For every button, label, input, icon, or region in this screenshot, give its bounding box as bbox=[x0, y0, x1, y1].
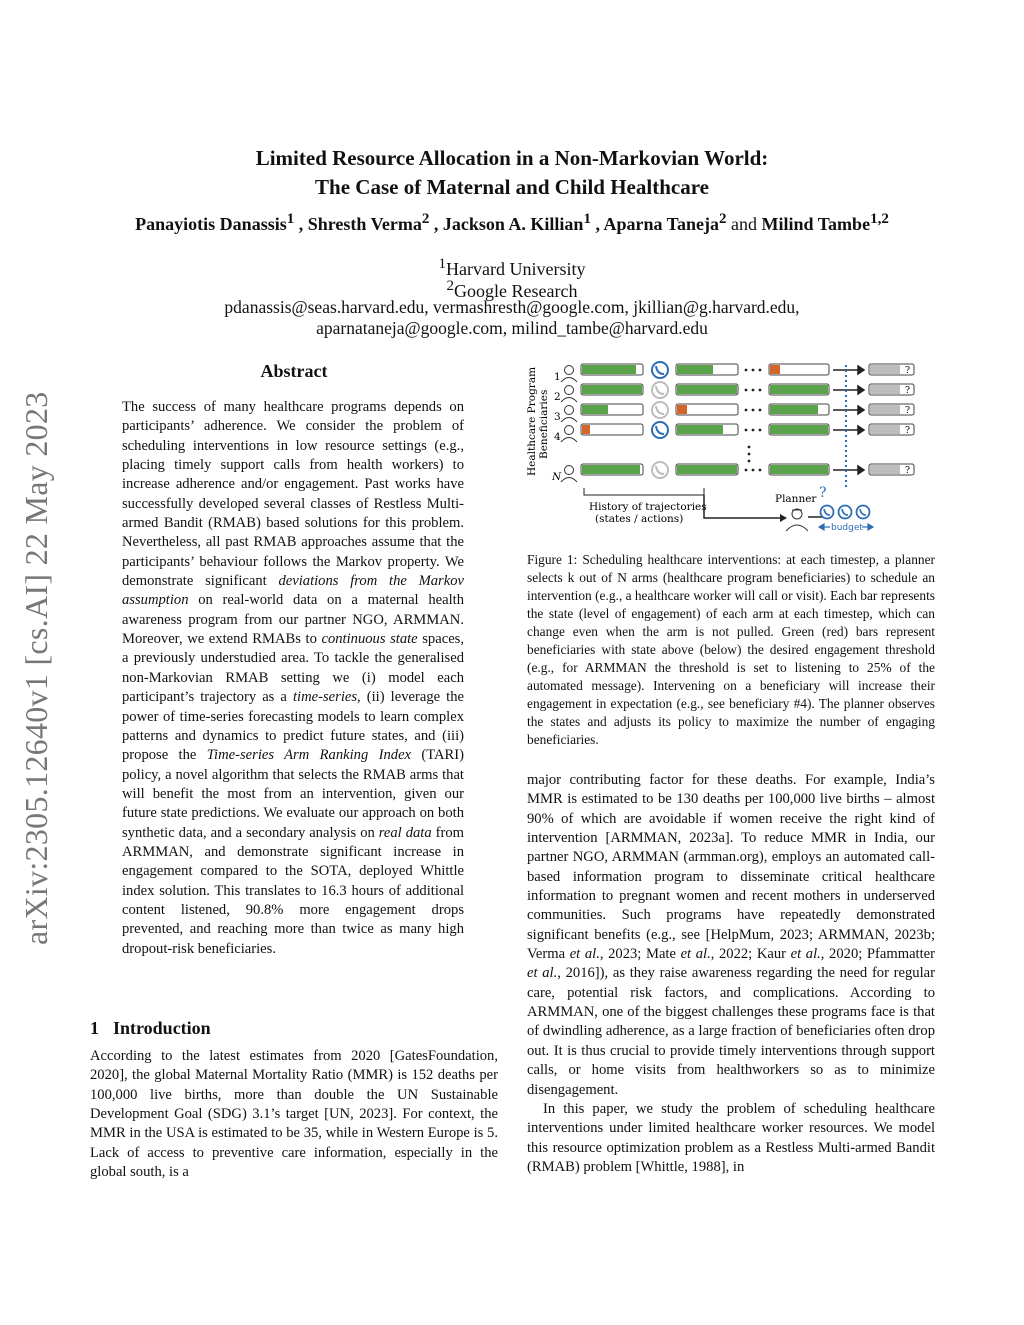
intro-right-text bbox=[527, 771, 935, 1177]
abstract-heading: Abstract bbox=[260, 361, 328, 381]
abstract-text: on real-world data on a maternal health awareness program from our partner NGO, ARMMAN. Moreover, we extend RMABs to bbox=[122, 592, 464, 648]
emails-line-1: pdanassis@seas.harvard.edu, vermashresth@google.com, jkillian@g.harvard.edu, bbox=[224, 297, 800, 317]
state-bar bbox=[677, 405, 687, 414]
and-word: and bbox=[731, 214, 758, 234]
author: Shresth Verma bbox=[307, 214, 422, 234]
etal: et al. bbox=[680, 946, 711, 963]
unknown-mark: ? bbox=[905, 425, 911, 436]
text-run: major contributing factor for these deaths. For example, India’s MMR is estimated to be 130 deaths per 100,000 live births – almost 90% of which are avoidable if women receive the right kind of intervention [ARMMAN, 2023a]. To reduce MMR in India, our partner NGO, ARMMAN (armman.org), employs an automated call-based information program to disseminate critical healthcare information to pregnant women and recent mothers in underserved communities. Such programs have repeatedly demonstrated significant benefits (e.g., see [HelpMum, 2023; ARMMAN, 2023b; Verma bbox=[527, 772, 935, 963]
state-bar bbox=[770, 465, 828, 474]
author-sup: 2 bbox=[719, 211, 727, 227]
state-bar bbox=[677, 465, 737, 474]
budget-phone-icon bbox=[821, 506, 834, 519]
person-icon bbox=[561, 406, 577, 423]
author: Jackson A. Killian bbox=[442, 214, 584, 234]
fig-budget-label: budget bbox=[831, 523, 863, 533]
etal: et al. bbox=[527, 965, 558, 982]
state-bar bbox=[582, 425, 590, 434]
unknown-mark: ? bbox=[905, 465, 911, 476]
section-heading bbox=[90, 1018, 211, 1039]
abstract-text: The success of many healthcare programs depends on participants’ adherence. We consider the problem of scheduling interventions in low resource settings (e.g., placing timely support calls from health workers) to increase adherence and/or engagement. Past works have successfully developed several classes of Restless Multi-armed Bandit (RMAB) based solutions for this problem. Nevertheless, all past RMAB approaches assume that the participants’ behaviour follows the Markov property. We demonstrate significant bbox=[122, 399, 464, 590]
state-bar bbox=[582, 365, 636, 374]
abstract-text: spaces, a previously understudied area. To tackle the generalised non-Markovian RMAB setting we (i) model each participant’s trajectory as a bbox=[122, 631, 464, 706]
text-run: , 2020; Pfammatter bbox=[820, 946, 935, 963]
figure-1-diagram bbox=[524, 355, 924, 535]
unknown-mark: ? bbox=[905, 385, 911, 396]
person-icon bbox=[561, 426, 577, 443]
abstract-text: (TARI) policy, a novel algorithm that selects the RMAB arms that will benefit the most from an intervention, given our future state predictions. We evaluate our approach on both synthetic data, and a secondary analysis on bbox=[122, 747, 464, 841]
author: Aparna Taneja bbox=[603, 214, 720, 234]
fig-history-label-1: History of trajectories bbox=[589, 501, 707, 513]
abstract-emphasis: continuous state bbox=[321, 631, 418, 648]
fig-row-label-2: 2 bbox=[554, 391, 561, 403]
state-bar bbox=[677, 365, 713, 374]
fig-planner-label: Planner bbox=[775, 493, 817, 505]
phone-icon bbox=[652, 382, 668, 398]
affil-sup: 2 bbox=[446, 278, 455, 294]
affil-name: Harvard University bbox=[446, 259, 586, 279]
ellipsis-dots bbox=[745, 369, 762, 472]
title-line-2: The Case of Maternal and Child Healthcare bbox=[315, 175, 709, 199]
abstract-emphasis: Time-series Arm Ranking Index bbox=[206, 747, 412, 764]
fig-row-label-4: 4 bbox=[554, 431, 561, 443]
state-bar bbox=[677, 425, 723, 434]
etal: et al. bbox=[790, 946, 821, 963]
person-icon bbox=[561, 386, 577, 403]
affil-sup: 1 bbox=[438, 256, 447, 272]
author-sup: 2 bbox=[421, 211, 430, 227]
text-run: , 2023; Mate bbox=[599, 946, 681, 963]
abstract-text: , (ii) leverage the power of time-series forecasting models to learn complex patterns and dynamics to predict future states, and (iii) propose the bbox=[122, 689, 465, 764]
state-bar bbox=[582, 405, 608, 414]
author-emails bbox=[0, 297, 1024, 339]
arxiv-stamp: arXiv:2305.12640v1 [cs.AI] 22 May 2023 bbox=[18, 391, 54, 945]
state-bar bbox=[582, 385, 642, 394]
paragraph: In this paper, we study the problem of scheduling healthcare interventions under limited healthcare worker resources. We model this resource optimization problem as a Restless Multi-armed Bandit (RMAB) problem [Whittle, 1988], in bbox=[527, 1100, 935, 1175]
fig-y-label-1: Healthcare Program bbox=[526, 366, 538, 476]
fig-y-label-2: Beneficiaries bbox=[538, 389, 550, 459]
state-bar bbox=[677, 385, 737, 394]
title-line-1: Limited Resource Allocation in a Non-Markovian World: bbox=[255, 146, 769, 170]
person-icon bbox=[561, 466, 577, 483]
figure-caption: Figure 1: Scheduling healthcare interventions: at each timestep, a planner selects k out of N arms (healthcare program beneficiaries) to schedule an intervention (e.g., a healthcare worker will call or visit). Each bar represents the state (level of engagement) of each arm at each timestep, which can change even when the arm is not pulled. Green (red) bars represent beneficiaries with state above (below) the desired engagement threshold (e.g., for ARMMAN the threshold is set to listening to 25% of the automated message). Intervening on a beneficiary will increase their engagement in expectation (e.g., see beneficiary #4). The planner observes the states and adjusts its policy to maximize the number of engaging beneficiaries. bbox=[527, 552, 935, 747]
fig-row-label-1: 1 bbox=[554, 371, 561, 383]
intro-left-text: According to the latest estimates from 2020 [GatesFoundation, 2020], the global Maternal Mortality Ratio (MMR) is 152 deaths per 100,000 live births, more than double the UN Sustainable Development Goal (SDG) 3.1’s target [UN, 2023]. For context, the MMR in the USA is estimated to be 35, while in Western Europe is 5. Lack of access to preventive care information, especially in the global south, is a bbox=[90, 1048, 498, 1181]
phone-icon bbox=[652, 422, 668, 438]
text-run: , 2016]), as they raise awareness regarding the need for regular care, potential risk factors, and complications. According to ARMMAN, one of the biggest challenges these programs face is that of dwindling adherence, as a large fraction of beneficiaries often drop out. It is thus crucial to provide timely interventions through support calls, or home visits from healthworkers so as to minimize disengagement. bbox=[527, 965, 935, 1098]
author-list: Panayiotis Danassis$^1$ , Shresth Verma$^2$ , Jackson A. Killian$^1$ , Aparna Taneja$^2$ and Milind Tambe$^{1,2}$ bbox=[135, 211, 889, 234]
section-title: Introduction bbox=[113, 1018, 211, 1038]
unknown-mark: ? bbox=[905, 365, 911, 376]
state-bar bbox=[770, 425, 828, 434]
state-bar bbox=[582, 465, 640, 474]
abstract-emphasis: real data bbox=[378, 824, 432, 841]
abstract-emphasis: deviations from the Markov assumption bbox=[122, 573, 464, 609]
text-run: , 2022; Kaur bbox=[710, 946, 791, 963]
affil-name: Google Research bbox=[454, 281, 578, 301]
paragraph bbox=[527, 771, 935, 1100]
phone-icon bbox=[652, 462, 668, 478]
abstract-text: from ARMMAN, and demonstrate significant increase in engagement compared to the SOTA, deployed Whittle index solution. This translates to 16.3 hours of additional content listened, 90.8% more engagement drops prevented, and reaching more than twice as many high dropout-risk beneficiaries. bbox=[122, 824, 464, 957]
author-sup: 1 bbox=[583, 211, 591, 227]
author: Panayiotis Danassis bbox=[135, 214, 287, 234]
etal: et al. bbox=[569, 946, 600, 963]
author-sup: 1 bbox=[286, 211, 295, 227]
section-number: 1 bbox=[90, 1018, 99, 1038]
abstract-body bbox=[122, 398, 464, 959]
phone-icon bbox=[652, 362, 668, 378]
person-icon bbox=[561, 366, 577, 383]
paper-title bbox=[0, 144, 1024, 202]
figure-1 bbox=[524, 355, 924, 540]
budget-phone-icon bbox=[857, 506, 870, 519]
phone-icon bbox=[652, 402, 668, 418]
state-bar bbox=[770, 405, 818, 414]
fig-row-label-3: 3 bbox=[554, 411, 561, 423]
author-sup: 1,2 bbox=[870, 211, 889, 227]
state-bar bbox=[770, 385, 828, 394]
budget-phone-icon bbox=[839, 506, 852, 519]
fig-history-label-2: (states / actions) bbox=[595, 513, 684, 525]
fig-row-label-n: N bbox=[552, 471, 562, 483]
fig-question-mark: ? bbox=[819, 485, 827, 501]
author: Milind Tambe bbox=[761, 214, 871, 234]
emails-line-2: aparnataneja@google.com, milind_tambe@harvard.edu bbox=[316, 318, 708, 338]
state-bar bbox=[770, 365, 780, 374]
unknown-mark: ? bbox=[905, 405, 911, 416]
abstract-emphasis: time-series bbox=[293, 689, 358, 706]
doctor-icon bbox=[786, 509, 808, 531]
